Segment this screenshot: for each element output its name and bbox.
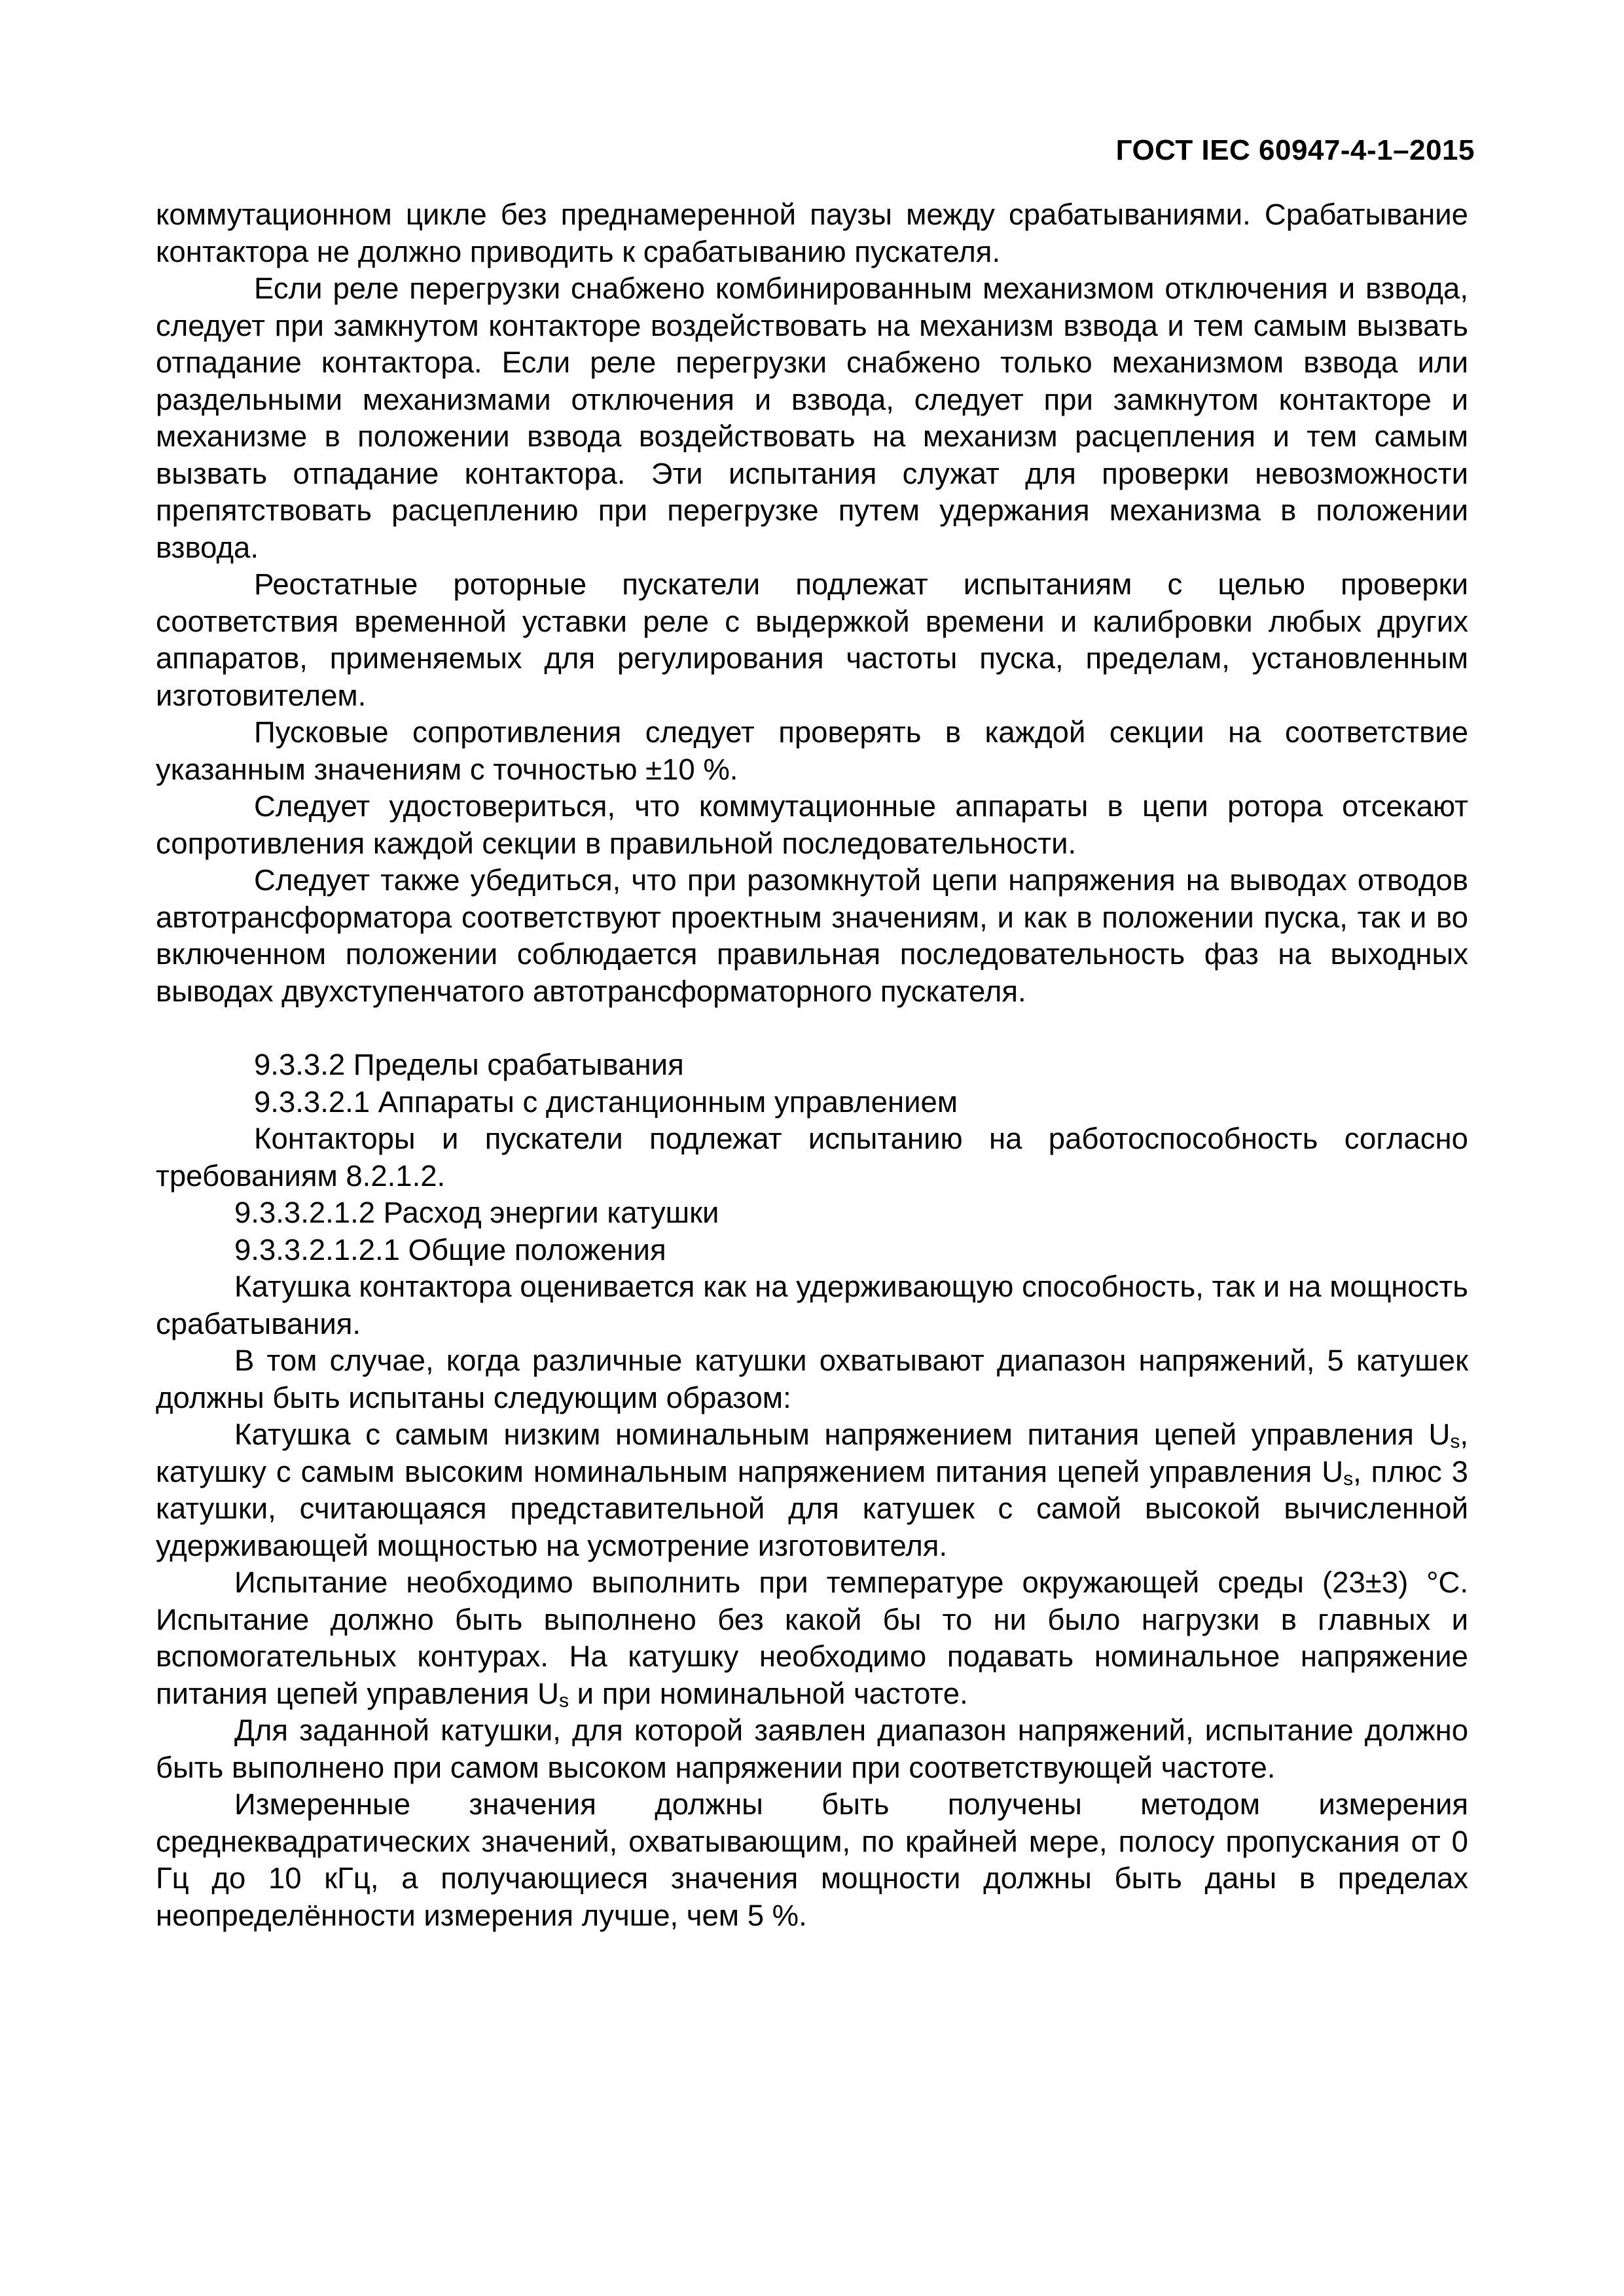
paragraph: Следует также убедиться, что при разомкнутой цепи напряжения на выводах отводов автотрансформатора соответствуют проектным значениям, и как в положении пуска, так и во включенном положении соблюдается правильная последовательность фаз на выходных выводах двухступенчатого автотрансформаторного пускателя. [156,863,1468,1008]
spacer [156,1010,1468,1047]
subsection-heading: 9.3.3.2.1.2 Расход энергии катушки [234,1196,719,1229]
paragraph: Измеренные значения должны быть получены методом измерения среднеквадратических значений, охватывающим, по крайней мере, полосу пропускания от 0 Гц до 10 кГц, а получающиеся значения мощности должны быть даны в пределах неопределённости измерения лучше, чем 5 %. [156,1787,1468,1932]
paragraph [156,1416,1468,1564]
text-run: и при номинальной частоте. [569,1676,968,1710]
subscript: s [1450,1431,1460,1452]
text-run: Катушка с самым низким номинальным напряжением питания цепей управления U [234,1418,1451,1451]
paragraph: В том случае, когда различные катушки охватывают диапазон напряжений, 5 катушек должны быть испытаны следующим образом: [156,1344,1468,1414]
document-header: ГОСТ IEC 60947-4-1–2015 [1115,134,1475,166]
paragraph: Если реле перегрузки снабжено комбинированным механизмом отключения и взвода, следует при замкнутом контакторе воздействовать на механизм взвода и тем самым вызвать отпадание контактора. Если реле перегрузки снабжено только механизмом взвода или раздельными механизмами отключения и взвода, следует при замкнутом контакторе и механизме в положении взвода воздействовать на механизм расцепления и тем самым вызвать отпадание контактора. Эти испытания служат для проверки невозможности препятствовать расцеплению при перегрузке путем удержания механизма в положении взвода. [156,272,1468,564]
paragraph [156,1564,1468,1712]
paragraph: Контакторы и пускатели подлежат испытанию на работоспособность согласно требованиям 8.2.1.2. [156,1122,1468,1193]
subscript: s [559,1689,569,1712]
paragraph: Реостатные роторные пускатели подлежат испытаниям с целью проверки соответствия временной уставки реле с выдержкой времени и калибровки любых других аппаратов, применяемых для регулирования частоты пуска, пределам, установленным изготовителем. [156,567,1468,712]
paragraph: Следует удостовериться, что коммутационные аппараты в цепи ротора отсекают сопротивления каждой секции в правильной последовательности. [156,789,1468,860]
text-run: , катушку с самым высоким номинальным напряжением питания цепей управления U [156,1418,1468,1488]
section-heading: 9.3.3.2 Пределы срабатывания [254,1048,684,1081]
subsection-heading: 9.3.3.2.1 Аппараты с дистанционным управлением [254,1085,958,1119]
text-run: , плюс 3 катушки, считающаяся представительной для катушек с самой высокой вычисленной удерживающей мощностью на усмотрение изготовителя. [156,1454,1468,1562]
text-run: Испытание необходимо выполнить при температуре окружающей среды (23±3) °С. Испытание должно быть выполнено без какой бы то ни было нагрузки в главных и вспомогательных контурах. На катушку необходимо подавать номинальное напряжение питания цепей управления U [156,1566,1468,1710]
paragraph: Пусковые сопротивления следует проверять в каждой секции на соответствие указанным значениям с точностью ±10 %. [156,715,1468,786]
subsection-heading: 9.3.3.2.1.2.1 Общие положения [234,1232,666,1266]
subscript: s [1343,1467,1354,1490]
paragraph: Катушка контактора оценивается как на удерживающую способность, так и на мощность срабатывания. [156,1270,1468,1340]
paragraph: Для заданной катушки, для которой заявлен диапазон напряжений, испытание должно быть выполнено при самом высоком напряжении при соответствующей частоте. [156,1713,1468,1784]
document-body [156,196,1468,1934]
paragraph: коммутационном цикле без преднамеренной паузы между срабатываниями. Срабатывание контактора не должно приводить к срабатыванию пускателя. [156,198,1468,268]
